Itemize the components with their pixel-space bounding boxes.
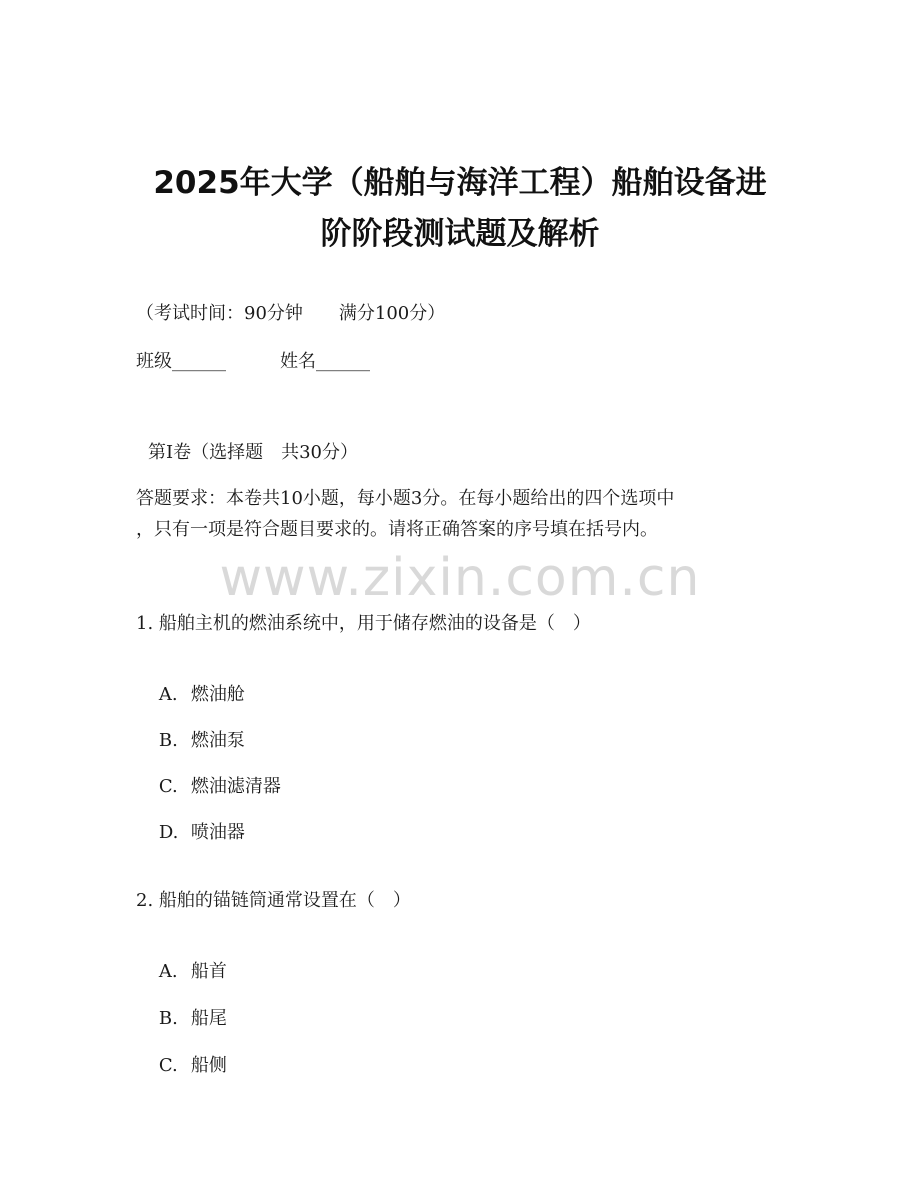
option-letter: A. [158, 961, 178, 982]
requirement-line-2: ，只有一项是符合题目要求的。请将正确答案的序号填在括号内。 [136, 519, 658, 540]
watermark: www.zixin.com.cn [219, 548, 701, 608]
option-letter: C. [158, 776, 178, 797]
question-2-option-c [136, 1030, 227, 1102]
requirement-line-1: 答题要求：本卷共10小题，每小题3分。在每小题给出的四个选项中 [136, 488, 675, 509]
student-fields: 班级______ 姓名______ [136, 351, 370, 372]
section-header: 第I卷（选择题 共30分） [148, 442, 359, 463]
option-letter: A. [158, 684, 178, 705]
exam-info: （考试时间：90分钟 满分100分） [136, 303, 446, 324]
option-text: 燃油滤清器 [190, 776, 281, 797]
document-title-line-1: 2025年大学（船舶与海洋工程）船舶设备进 [153, 165, 767, 201]
question-1-option-d [136, 797, 245, 869]
option-text: 燃油舱 [190, 684, 245, 705]
option-text: 船首 [190, 961, 227, 982]
option-letter: B. [158, 1008, 178, 1029]
option-text: 喷油器 [190, 822, 245, 843]
option-text: 燃油泵 [190, 730, 245, 751]
option-letter: B. [158, 730, 178, 751]
option-text: 船尾 [190, 1008, 227, 1029]
option-text: 船侧 [190, 1055, 227, 1076]
document-title-line-2: 阶阶段测试题及解析 [320, 216, 600, 252]
question-1-stem: 1. 船舶主机的燃油系统中，用于储存燃油的设备是（ ） [136, 613, 591, 634]
question-2-stem: 2. 船舶的锚链筒通常设置在（ ） [136, 890, 411, 911]
option-letter: D. [158, 822, 179, 843]
option-letter: C. [158, 1055, 178, 1076]
